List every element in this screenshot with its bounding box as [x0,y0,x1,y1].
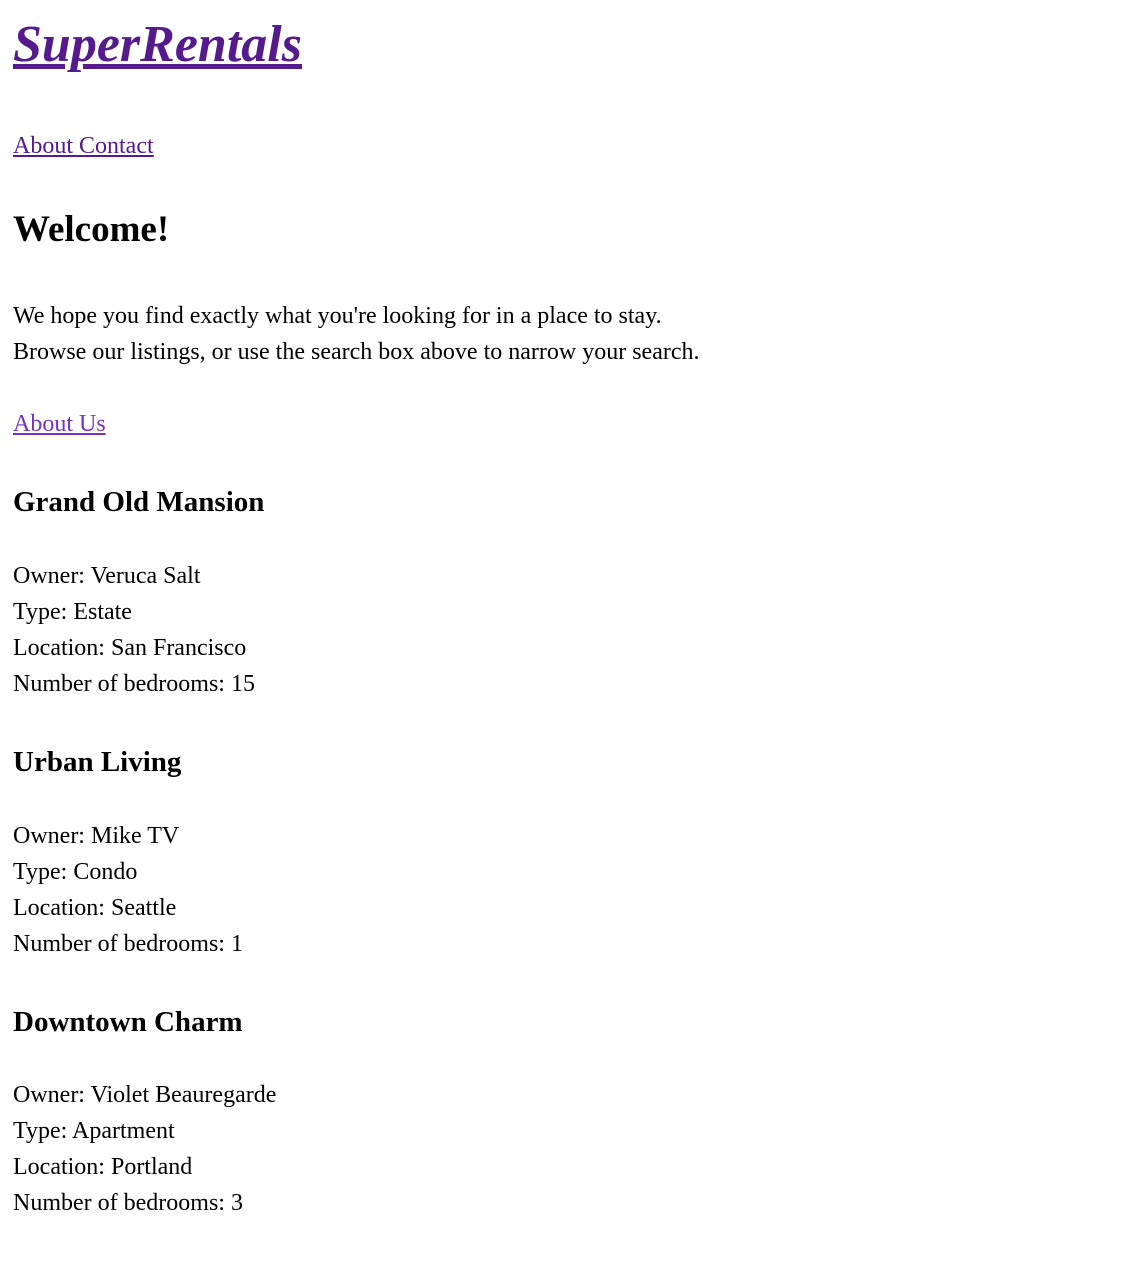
listing-grand-old-mansion [13,484,1127,702]
type-value: Condo [73,858,138,885]
listing-urban-living [13,744,1127,962]
location-value: San Francisco [110,634,247,661]
type-value: Apartment [72,1118,175,1145]
listing-name: Urban Living [13,745,182,778]
location-label: Location: [13,634,105,661]
listing-details [13,558,1127,702]
listing-name: Grand Old Mansion [13,486,265,519]
owner-label: Owner: [13,1082,85,1109]
listing-bedrooms-row [13,1185,1127,1221]
listing-location-row [13,890,1127,926]
listing-owner-row [13,818,1127,854]
type-value: Estate [73,598,132,625]
bedrooms-value: 1 [230,930,243,957]
listing-location-row [13,630,1127,666]
owner-value: Violet Beauregarde [90,1082,277,1109]
type-label: Type: [13,858,68,885]
nav-link-contact[interactable]: Contact [79,133,154,160]
listing-owner-row [13,1077,1127,1113]
welcome-heading: Welcome! [13,209,170,251]
type-label: Type: [13,1118,68,1145]
location-label: Location: [13,1154,105,1181]
location-label: Location: [13,894,105,921]
nav-link-about[interactable]: About [13,133,73,160]
listing-details [13,1077,1127,1221]
main-content [13,206,1127,1221]
site-title-link[interactable]: SuperRentals [13,16,302,73]
listing-owner-row [13,558,1127,594]
owner-label: Owner: [13,822,85,849]
bedrooms-label: Number of bedrooms: [13,930,225,957]
main-nav [13,128,1127,164]
intro-paragraph [13,298,1127,370]
intro-line-1: We hope you find exactly what you're looking for in a place to stay. [13,303,662,330]
bedrooms-label: Number of bedrooms: [13,1190,225,1217]
listing-type-row [13,854,1127,890]
listing-name: Downtown Charm [13,1005,243,1038]
intro-line-2: Browse our listings, or use the search box above to narrow your search. [13,339,700,366]
about-us-link[interactable]: About Us [13,411,106,438]
location-value: Portland [110,1154,193,1181]
listing-bedrooms-row [13,666,1127,702]
owner-value: Mike TV [90,822,180,849]
bedrooms-label: Number of bedrooms: [13,670,225,697]
owner-value: Veruca Salt [90,562,201,589]
listing-bedrooms-row [13,926,1127,962]
listing-type-row [13,594,1127,630]
bedrooms-value: 15 [230,670,255,697]
site-title [13,10,1127,80]
owner-label: Owner: [13,562,85,589]
type-label: Type: [13,598,68,625]
listing-type-row [13,1113,1127,1149]
listing-details [13,818,1127,962]
site-header [13,10,1127,164]
bedrooms-value: 3 [230,1190,243,1217]
about-us-wrap [13,406,1127,442]
location-value: Seattle [110,894,177,921]
listing-downtown-charm [13,1004,1127,1222]
listing-location-row [13,1149,1127,1185]
